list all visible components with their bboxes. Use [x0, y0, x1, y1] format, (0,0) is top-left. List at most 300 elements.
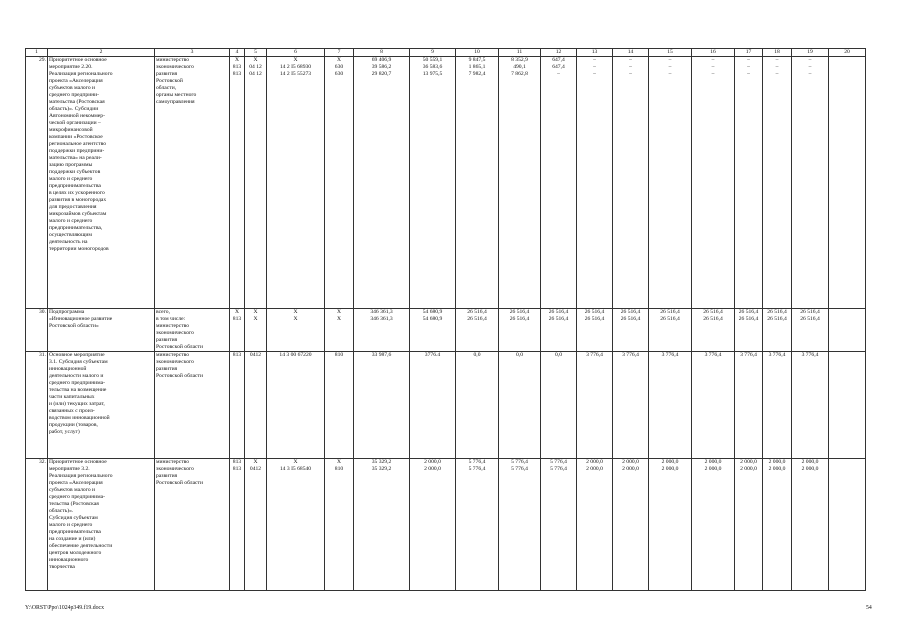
- value: X: [253, 316, 258, 322]
- value-cell: [735, 352, 763, 459]
- value: –: [629, 57, 632, 63]
- column-header: 6: [267, 49, 325, 57]
- value-cell: [692, 57, 735, 309]
- value: 26 516,4: [548, 309, 569, 315]
- value-cell: [577, 57, 613, 309]
- page-number: 54: [866, 605, 872, 611]
- value: –: [775, 64, 779, 70]
- value: X: [336, 57, 342, 63]
- title-line: Автономной некоммер-: [49, 113, 105, 119]
- value-cell: [410, 352, 456, 459]
- value: 04 12: [249, 71, 262, 77]
- executor: [155, 57, 230, 309]
- value: 1 865,1: [468, 64, 486, 70]
- title-line: осуществляющим: [49, 232, 92, 238]
- value: 26 516,4: [660, 309, 680, 315]
- value: 26 516,4: [509, 309, 530, 315]
- title-line: центров молодежного: [49, 550, 102, 556]
- value: –: [593, 64, 596, 70]
- value: 647,4: [552, 64, 565, 70]
- value: 813: [232, 316, 242, 322]
- value: 14 2 I5 55273: [279, 71, 312, 77]
- executor-line: области,: [156, 85, 177, 91]
- value: 26 516,4: [703, 309, 723, 315]
- value: 26 516,4: [620, 316, 641, 322]
- value-cell: [456, 352, 499, 459]
- value: 647,4: [552, 57, 565, 63]
- value-cell: [410, 57, 456, 309]
- executor-line: развития: [156, 71, 178, 77]
- value: 26 516,4: [467, 309, 487, 315]
- value-cell: [410, 459, 456, 591]
- value: X: [293, 459, 298, 465]
- value: –: [668, 64, 672, 70]
- value-cell: [456, 309, 499, 352]
- value: 813: [232, 71, 242, 77]
- value: 2 000,0: [424, 459, 441, 465]
- column-header: 20: [829, 49, 866, 57]
- title-line: микрозаймов субъектам: [49, 211, 107, 217]
- value: 2 000,0: [586, 459, 603, 465]
- title-line: региональное агентство: [49, 141, 106, 147]
- column-header: 15: [649, 49, 692, 57]
- row-number: 30.: [26, 309, 48, 352]
- value-cell: [245, 459, 267, 591]
- title-line: малого и среднего: [49, 218, 93, 224]
- value: [830, 71, 864, 78]
- value-cell: [245, 309, 267, 352]
- value-cell: [649, 459, 692, 591]
- value: 26 516,4: [620, 309, 641, 315]
- value: –: [668, 71, 672, 77]
- title-line: обеспечение деятельности: [49, 543, 113, 549]
- title-line: и (или) текущих затрат,: [49, 401, 105, 407]
- value: –: [747, 57, 750, 63]
- measure-title: [48, 57, 155, 309]
- value-cell: [245, 352, 267, 459]
- value: 2 000,0: [622, 466, 639, 472]
- value: 3776.4: [424, 352, 441, 358]
- title-line: Реализация регионального: [49, 71, 113, 77]
- value: [830, 309, 864, 316]
- title-line: деятельность на: [49, 239, 88, 245]
- column-header: 18: [763, 49, 792, 57]
- value: 13 975,5: [422, 71, 443, 77]
- value: 3 776,4: [622, 352, 639, 358]
- value-cell: [267, 352, 325, 459]
- value: –: [629, 64, 632, 70]
- executor: [155, 352, 230, 459]
- title-line: Реализация регионального: [49, 473, 113, 479]
- column-header: 14: [613, 49, 649, 57]
- value: X: [293, 57, 298, 63]
- column-header: 3: [155, 49, 230, 57]
- value: –: [593, 57, 596, 63]
- value: 346 361,3: [370, 309, 393, 315]
- value: 5 776,4: [468, 466, 486, 472]
- value: 490,1: [513, 64, 526, 70]
- value: –: [775, 71, 779, 77]
- value: 35 329,2: [371, 459, 392, 465]
- value-cell: [499, 459, 541, 591]
- value: 2 000,0: [661, 466, 679, 472]
- title-line: для предоставления: [49, 204, 97, 210]
- value: 630: [334, 71, 344, 77]
- value-cell: [541, 352, 577, 459]
- title-line: тельства на возмещение: [49, 387, 107, 393]
- title-line: продукции (товаров,: [49, 422, 98, 428]
- column-header: 9: [410, 49, 456, 57]
- title-line: инновационной: [49, 366, 87, 372]
- value-cell: [613, 459, 649, 591]
- executor-line: всего,: [156, 309, 170, 315]
- value: [830, 316, 864, 323]
- executor-line: министерство: [156, 323, 190, 329]
- value: 14 3 00 67220: [279, 352, 312, 358]
- executor-line: Ростовской: [156, 78, 183, 84]
- measure-title: [48, 459, 155, 591]
- title-line: деятельности малого и: [49, 373, 104, 379]
- executor-line: развития: [156, 337, 178, 343]
- value: –: [629, 71, 632, 77]
- table-row: [26, 459, 866, 591]
- column-header: 19: [792, 49, 829, 57]
- title-line: среднего предпринима-: [49, 494, 106, 500]
- value: [830, 466, 864, 473]
- value-cell: [829, 352, 866, 459]
- value: 50 559,1: [422, 57, 443, 63]
- value: –: [557, 71, 560, 77]
- row-number: 29.: [26, 57, 48, 309]
- title-line: Приоритетное основное: [49, 57, 107, 63]
- executor-line: органы местного: [156, 92, 197, 98]
- value: 630: [334, 64, 344, 70]
- value-cell: [692, 459, 735, 591]
- column-header: 2: [48, 49, 155, 57]
- title-line: мероприятие 2.20.: [49, 64, 93, 70]
- title-line: поддержки предприни-: [49, 148, 105, 154]
- value: –: [711, 64, 715, 70]
- value: 2 000,0: [661, 459, 679, 465]
- column-header: 1: [26, 49, 48, 57]
- title-line: мательства» на реали-: [49, 155, 102, 161]
- title-line: мательства (Ростовская: [49, 99, 105, 105]
- title-line: части капитальных: [49, 394, 95, 400]
- value-cell: [354, 352, 410, 459]
- value: X: [293, 316, 298, 322]
- title-line: творчества: [49, 564, 75, 570]
- value-cell: [763, 57, 792, 309]
- title-line: «Инновационное развитие: [49, 316, 113, 322]
- value: –: [711, 71, 715, 77]
- value: 7 862,8: [511, 71, 528, 77]
- value: X: [293, 309, 298, 315]
- value: 35 329,2: [371, 466, 392, 472]
- title-line: компании «Ростовское: [49, 134, 103, 140]
- value-cell: [792, 57, 829, 309]
- value: 26 516,4: [738, 316, 759, 322]
- value: 3 776,4: [661, 352, 679, 358]
- executor: [155, 309, 230, 352]
- value: 26 516,4: [767, 316, 787, 322]
- title-line: среднего предприни-: [49, 92, 100, 98]
- value: 2 000,0: [768, 466, 786, 472]
- value: 26 516,4: [548, 316, 569, 322]
- title-line: субъектов малого и: [49, 487, 96, 493]
- value: –: [747, 71, 750, 77]
- value: 26 516,4: [660, 316, 680, 322]
- column-header: 17: [735, 49, 763, 57]
- value-cell: [613, 309, 649, 352]
- value: 3 776,4: [768, 352, 786, 358]
- column-header: 11: [499, 49, 541, 57]
- executor-line: самоуправления: [156, 99, 195, 105]
- title-line: работ, услуг): [49, 429, 80, 435]
- value: 2 000,0: [586, 466, 603, 472]
- value: –: [593, 71, 596, 77]
- value-cell: [792, 459, 829, 591]
- title-line: Приоритетное основное: [49, 459, 107, 465]
- column-header: 16: [692, 49, 735, 57]
- value: 2 000,0: [704, 459, 722, 465]
- value-cell: [499, 352, 541, 459]
- value-cell: [325, 57, 354, 309]
- executor-line: развития: [156, 473, 178, 479]
- value: X: [234, 57, 240, 63]
- title-line: Подпрограмма: [49, 309, 85, 315]
- value-cell: [541, 57, 577, 309]
- value-cell: [499, 309, 541, 352]
- value-cell: [829, 459, 866, 591]
- executor-line: министерство: [156, 352, 190, 358]
- value: 7 982,4: [468, 71, 486, 77]
- row-number: 31.: [26, 352, 48, 459]
- value: X: [336, 316, 342, 322]
- budget-table: [25, 48, 866, 591]
- value: 33 987,6: [371, 352, 392, 358]
- column-header: 5: [245, 49, 267, 57]
- title-line: в целях их ускоренного: [49, 190, 105, 196]
- value-cell: [577, 352, 613, 459]
- title-line: малого и среднего: [49, 176, 93, 182]
- value-cell: [230, 309, 245, 352]
- value: 2 000,0: [801, 466, 819, 472]
- executor-line: министерство: [156, 57, 190, 63]
- value: 813: [232, 64, 242, 70]
- value-cell: [649, 57, 692, 309]
- title-line: развития в моногородах: [49, 197, 107, 203]
- value: 813: [232, 466, 242, 472]
- value: 810: [334, 352, 344, 358]
- title-line: микрофинансовой: [49, 127, 93, 133]
- value: 29 820,7: [371, 71, 392, 77]
- value-cell: [230, 57, 245, 309]
- value-cell: [410, 309, 456, 352]
- value: 5 776,4: [550, 466, 567, 472]
- value-cell: [763, 352, 792, 459]
- value: [830, 64, 864, 71]
- value-cell: [230, 352, 245, 459]
- table-row: [26, 309, 866, 352]
- value-cell: [456, 459, 499, 591]
- table-row: [26, 57, 866, 309]
- title-line: предпринимательства: [49, 183, 101, 189]
- value: 9 847,5: [468, 57, 486, 63]
- executor-line: Ростовской области: [156, 344, 203, 350]
- executor-line: министерство: [156, 459, 190, 465]
- value-cell: [735, 309, 763, 352]
- value-cell: [829, 309, 866, 352]
- value-cell: [354, 57, 410, 309]
- value: 346 361,3: [370, 316, 393, 322]
- column-header: 13: [577, 49, 613, 57]
- title-line: Ростовской области»: [49, 323, 99, 329]
- executor-line: развития: [156, 366, 178, 372]
- value: 39 586,2: [371, 64, 392, 70]
- value-cell: [735, 57, 763, 309]
- value: 813: [232, 352, 242, 358]
- title-line: на создание и (или): [49, 536, 96, 542]
- executor-line: Ростовской области: [156, 373, 203, 379]
- column-header: 7: [325, 49, 354, 57]
- value: 54 680,9: [422, 309, 443, 315]
- value-cell: [649, 352, 692, 459]
- title-line: ческой организации –: [49, 120, 101, 126]
- title-line: территории моногородов: [49, 246, 109, 252]
- value-cell: [792, 352, 829, 459]
- measure-title: [48, 352, 155, 459]
- value: 36 583,6: [422, 64, 443, 70]
- title-line: субъектов малого и: [49, 85, 96, 91]
- measure-title: [48, 309, 155, 352]
- title-line: поддержки субъектов: [49, 169, 101, 175]
- value: 3 776,4: [801, 352, 819, 358]
- title-line: связанных с произ-: [49, 408, 95, 414]
- value: 813: [232, 459, 242, 465]
- title-line: водством инновационной: [49, 415, 110, 421]
- title-line: инновационного: [49, 557, 89, 563]
- value: –: [775, 57, 779, 63]
- title-line: предпринимательства,: [49, 225, 103, 231]
- executor-line: Ростовской области: [156, 480, 203, 486]
- title-line: тельства (Ростовская: [49, 501, 99, 507]
- executor: [155, 459, 230, 591]
- title-line: малого и среднего: [49, 522, 93, 528]
- title-line: Основное мероприятие: [49, 352, 105, 358]
- value: 0412: [249, 466, 262, 472]
- column-header: 4: [230, 49, 245, 57]
- value-cell: [577, 459, 613, 591]
- row-number: 32.: [26, 459, 48, 591]
- value: 14 2 I5 68930: [279, 64, 312, 70]
- value-cell: [499, 57, 541, 309]
- value-cell: [456, 57, 499, 309]
- value: 04 12: [249, 64, 262, 70]
- value-cell: [829, 57, 866, 309]
- value-cell: [354, 309, 410, 352]
- value-cell: [613, 352, 649, 459]
- column-header: 10: [456, 49, 499, 57]
- value: X: [336, 309, 342, 315]
- value: 26 516,4: [738, 309, 759, 315]
- value: 2 000,0: [740, 459, 757, 465]
- value: 810: [334, 466, 344, 472]
- value: 2 000,0: [622, 459, 639, 465]
- value: 2 000,0: [740, 466, 757, 472]
- value: –: [747, 64, 750, 70]
- value: 2 000,0: [801, 459, 819, 465]
- value-cell: [267, 459, 325, 591]
- value: –: [808, 57, 812, 63]
- value: 26 516,4: [800, 316, 820, 322]
- value: 0,0: [473, 352, 481, 358]
- value-cell: [541, 309, 577, 352]
- title-line: зацию программы: [49, 162, 93, 168]
- value: 3 776,4: [740, 352, 757, 358]
- value: –: [668, 57, 672, 63]
- file-path: Y:\ORST\Ppo\1024p349.f19.docx: [25, 605, 105, 611]
- value-cell: [613, 57, 649, 309]
- title-line: область)».: [49, 508, 74, 514]
- value-cell: [325, 459, 354, 591]
- value: 26 516,4: [467, 316, 487, 322]
- executor-line: в том числе:: [156, 316, 186, 322]
- value: 3 776,4: [586, 352, 603, 358]
- value: 0,0: [516, 352, 523, 358]
- executor-line: экономического: [156, 330, 194, 336]
- value-cell: [325, 352, 354, 459]
- value: 8 352,9: [511, 57, 528, 63]
- value-cell: [577, 309, 613, 352]
- value: 3 776,4: [704, 352, 722, 358]
- value: 26 516,4: [703, 316, 723, 322]
- table-row: [26, 352, 866, 459]
- column-header: 8: [354, 49, 410, 57]
- value-cell: [230, 459, 245, 591]
- value: 26 516,4: [584, 309, 605, 315]
- value-cell: [245, 57, 267, 309]
- header-row: [26, 49, 866, 57]
- value: 26 516,4: [584, 316, 605, 322]
- value: 2 000,0: [424, 466, 441, 472]
- title-line: Субсидия субъектам: [49, 515, 98, 521]
- title-line: область)». Субсидии: [49, 106, 99, 112]
- value-cell: [541, 459, 577, 591]
- value: –: [711, 57, 715, 63]
- value-cell: [792, 309, 829, 352]
- value-cell: [735, 459, 763, 591]
- value: 0,0: [555, 352, 562, 358]
- executor-line: экономического: [156, 466, 194, 472]
- title-line: среднего предпринима-: [49, 380, 106, 386]
- column-header: 12: [541, 49, 577, 57]
- value: –: [808, 64, 812, 70]
- value: X: [336, 459, 342, 465]
- value: 5 776,4: [511, 459, 528, 465]
- value: 26 516,4: [509, 316, 530, 322]
- value: 14 3 I5 68540: [279, 466, 312, 472]
- value: [830, 57, 864, 64]
- value: X: [234, 309, 240, 315]
- value-cell: [763, 459, 792, 591]
- value: [830, 352, 864, 359]
- value: 26 516,4: [800, 309, 820, 315]
- value-cell: [267, 309, 325, 352]
- executor-line: экономического: [156, 359, 194, 365]
- executor-line: экономического: [156, 64, 194, 70]
- value: X: [253, 459, 258, 465]
- title-line: 3.1. Субсидия субъектам: [49, 359, 108, 365]
